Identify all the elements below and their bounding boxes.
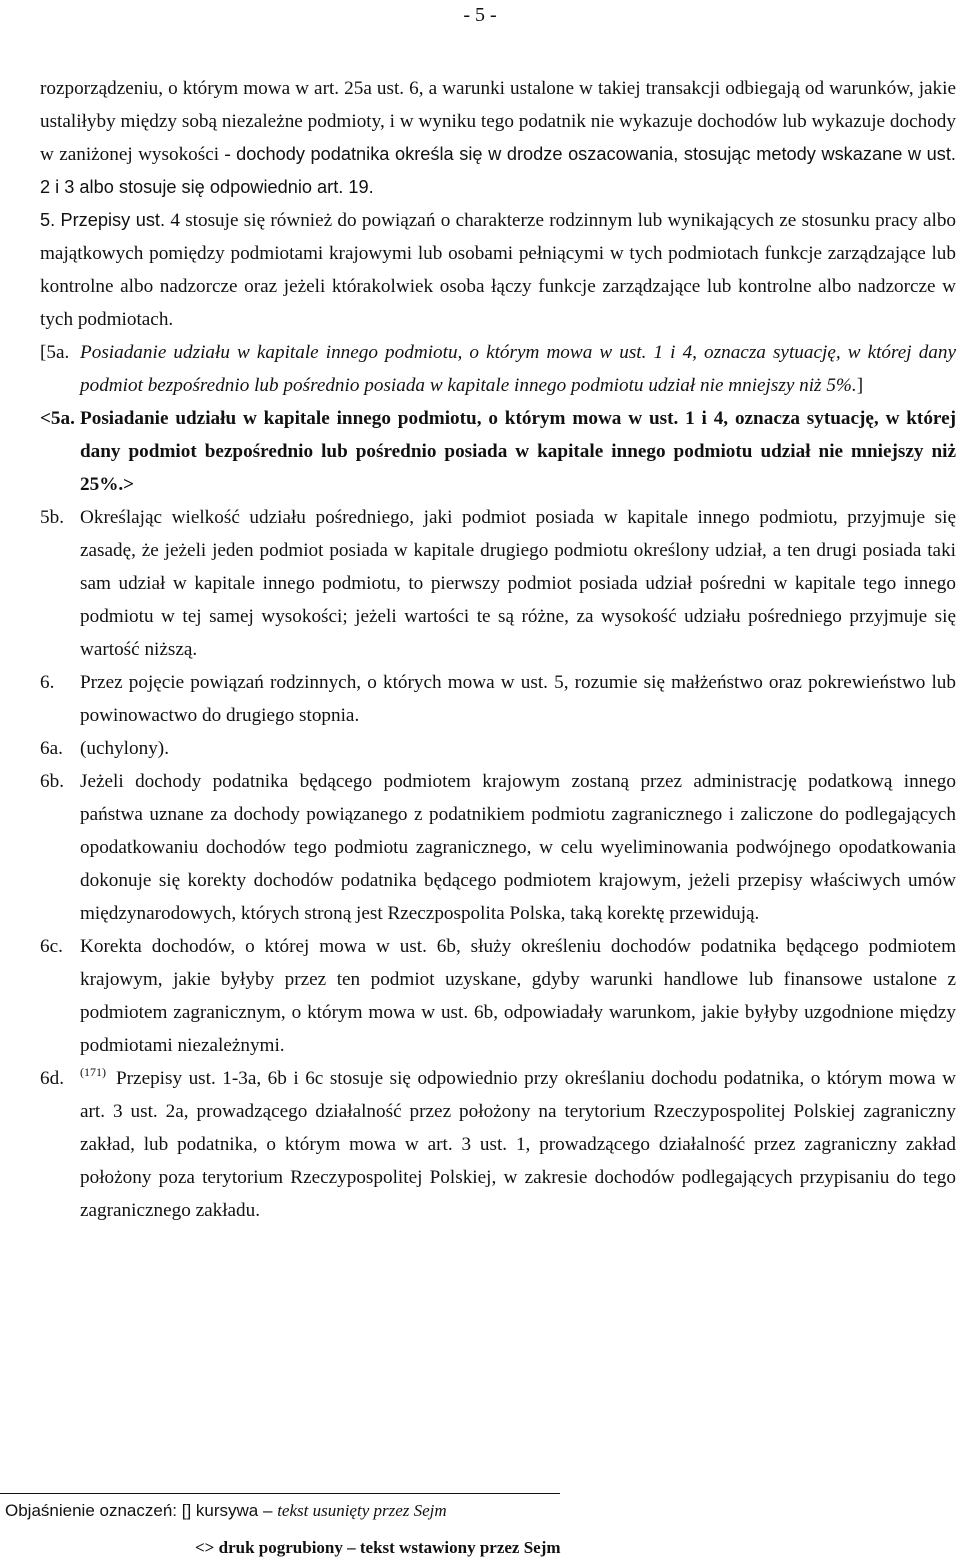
paragraph-5b-text: Określając wielkość udziału pośredniego, jaki podmiot posiada w kapitale innego podmiotu, przyjmuje się zasadę, że jeżeli jeden podmiot posiada w kapitale drugiego podmiotu określony udział, a ten drugi posiada taki sam udział w kapitale innego podmiotu, to pierwszy podmiot posiada udział pośredni w kapitale tego innego podmiotu w tej samej wysokości; jeżeli wartości te są różne, za wysokość udziału pośredniego przyjmuje się wartość niższą. — [80, 507, 956, 660]
intro-text-sans: dochody podatnika określa się w drodze oszacowania, stosując metody wskazane w ust. 2 i 3 albo stosuje się odpowiednio art. 19. — [40, 144, 956, 197]
paragraph-5-text: 4 stosuje się również do powiązań o charakterze rodzinnym lub wynikających ze stosunku pracy albo majątkowych pomiędzy podmiotami krajowymi lub osobami pełniącymi w tych podmiotach funkcje zarządzające lub kontrolne albo nadzorcze oraz jeżeli którakolwiek osoba łączy funkcje zarządzające lub kontrolne albo nadzorcze w tych podmiotach. — [40, 210, 957, 330]
paragraph-6-text: Przez pojęcie powiązań rodzinnych, o których mowa w ust. 5, rozumie się małżeństwo oraz pokrewieństwo lub powinowactwo do drugiego stopnia. — [80, 672, 956, 726]
paragraph-5a-deleted-close: ] — [856, 375, 864, 396]
paragraph-5b-number: 5b. — [40, 507, 64, 528]
paragraph-6d-number: 6d. — [40, 1068, 64, 1089]
paragraph-6c-text: Korekta dochodów, o której mowa w ust. 6b, służy określeniu dochodów podatnika będącego podmiotem krajowym, jakie byłyby przez ten podmiot uzyskane, gdyby warunki handlowe lub finansowe ustalone z podmiotem zagranicznym, o którym mowa w ust. 6b, odpowiadały warunkom, jakie byłyby uzgodnione między podmiotami niezależnymi. — [80, 936, 956, 1056]
paragraph-5a-inserted-text: Posiadanie udziału w kapitale innego podmiotu, o którym mowa w ust. 1 i 4, oznacza sytuację, w której dany podmiot bezpośrednio lub pośrednio posiada w kapitale innego podmiotu udział nie mniejszy niż 25%.> — [80, 408, 956, 495]
paragraph-5a-deleted — [40, 336, 956, 402]
paragraph-6-number: 6. — [40, 672, 55, 693]
intro-text-serif: rozporządzeniu, o którym mowa w art. 25a ust. 6, a warunki ustalone w takiej transakcji odbiegają od warunków, jakie ustaliłyby między sobą niezależne podmioty, i w wyniku tego podatnik nie wykazuje dochodów lub wykazuje dochody w zaniżonej wysokości - — [40, 78, 956, 165]
paragraph-6d — [40, 1062, 956, 1227]
paragraph-6b-number: 6b. — [40, 771, 64, 792]
paragraph-6a — [40, 732, 956, 765]
footer-legend-label: Objaśnienie oznaczeń: — [5, 1501, 178, 1520]
footnote-ref-171: (171) — [80, 1065, 106, 1079]
paragraph-5a-inserted-number: <5a. — [40, 408, 75, 429]
paragraph-6a-text: (uchylony). — [80, 738, 169, 759]
paragraph-6b — [40, 765, 956, 930]
paragraph-5a-deleted-text: Posiadanie udziału w kapitale innego podmiotu, o którym mowa w ust. 1 i 4, oznacza sytuację, w której dany podmiot bezpośrednio lub pośrednio posiada w kapitale innego podmiotu udział nie mniejszy niż 5%. — [80, 342, 956, 396]
paragraph-5a-inserted — [40, 402, 956, 501]
paragraph-5a-deleted-number: [5a. — [40, 342, 70, 363]
document-body — [40, 72, 956, 1227]
footer-legend-italic — [5, 1499, 447, 1523]
paragraph-5 — [40, 204, 956, 336]
paragraph-5-lead: Przepisy ust. — [60, 210, 166, 230]
footer-italic-desc: tekst usunięty przez Sejm — [277, 1501, 447, 1520]
page-number: - 5 - — [463, 4, 497, 26]
footer-divider — [0, 1493, 560, 1494]
paragraph-5-number: 5. — [40, 210, 56, 230]
paragraph-6c — [40, 930, 956, 1062]
paragraph-5b — [40, 501, 956, 666]
paragraph-6 — [40, 666, 956, 732]
footer-italic-dash: – — [258, 1501, 278, 1520]
footer-italic-marker: [] kursywa — [181, 1501, 259, 1520]
footer-legend-bold: <> druk pogrubiony – tekst wstawiony przez Sejm — [195, 1538, 561, 1557]
paragraph-6b-text: Jeżeli dochody podatnika będącego podmiotem krajowym zostaną przez administrację podatkową innego państwa uznane za dochody powiązanego z podatnikiem podmiotu zagranicznego i zaliczone do podlegających opodatkowaniu dochodów tego podmiotu zagranicznego, w celu wyeliminowania podwójnego opodatkowania dokonuje się korekty dochodów podatnika będącego podmiotem krajowym, jeżeli przepisy właściwych umów międzynarodowych, których stroną jest Rzeczpospolita Polska, taką korektę przewidują. — [80, 771, 956, 924]
paragraph-6d-text: Przepisy ust. 1-3a, 6b i 6c stosuje się odpowiednio przy określaniu dochodu podatnika, o którym mowa w art. 3 ust. 2a, prowadzącego działalność przez położony na terytorium Rzeczypospolitej Polskiej zagraniczny zakład, lub podatnika, o którym mowa w art. 3 ust. 1, prowadzącego działalność przez zagraniczny zakład położony poza terytorium Rzeczypospolitej Polskiej, w zakresie dochodów podlegających przypisaniu do tego zagranicznego zakładu. — [80, 1068, 956, 1221]
paragraph-6c-number: 6c. — [40, 936, 63, 957]
paragraph-intro — [40, 72, 956, 204]
paragraph-6a-number: 6a. — [40, 738, 63, 759]
